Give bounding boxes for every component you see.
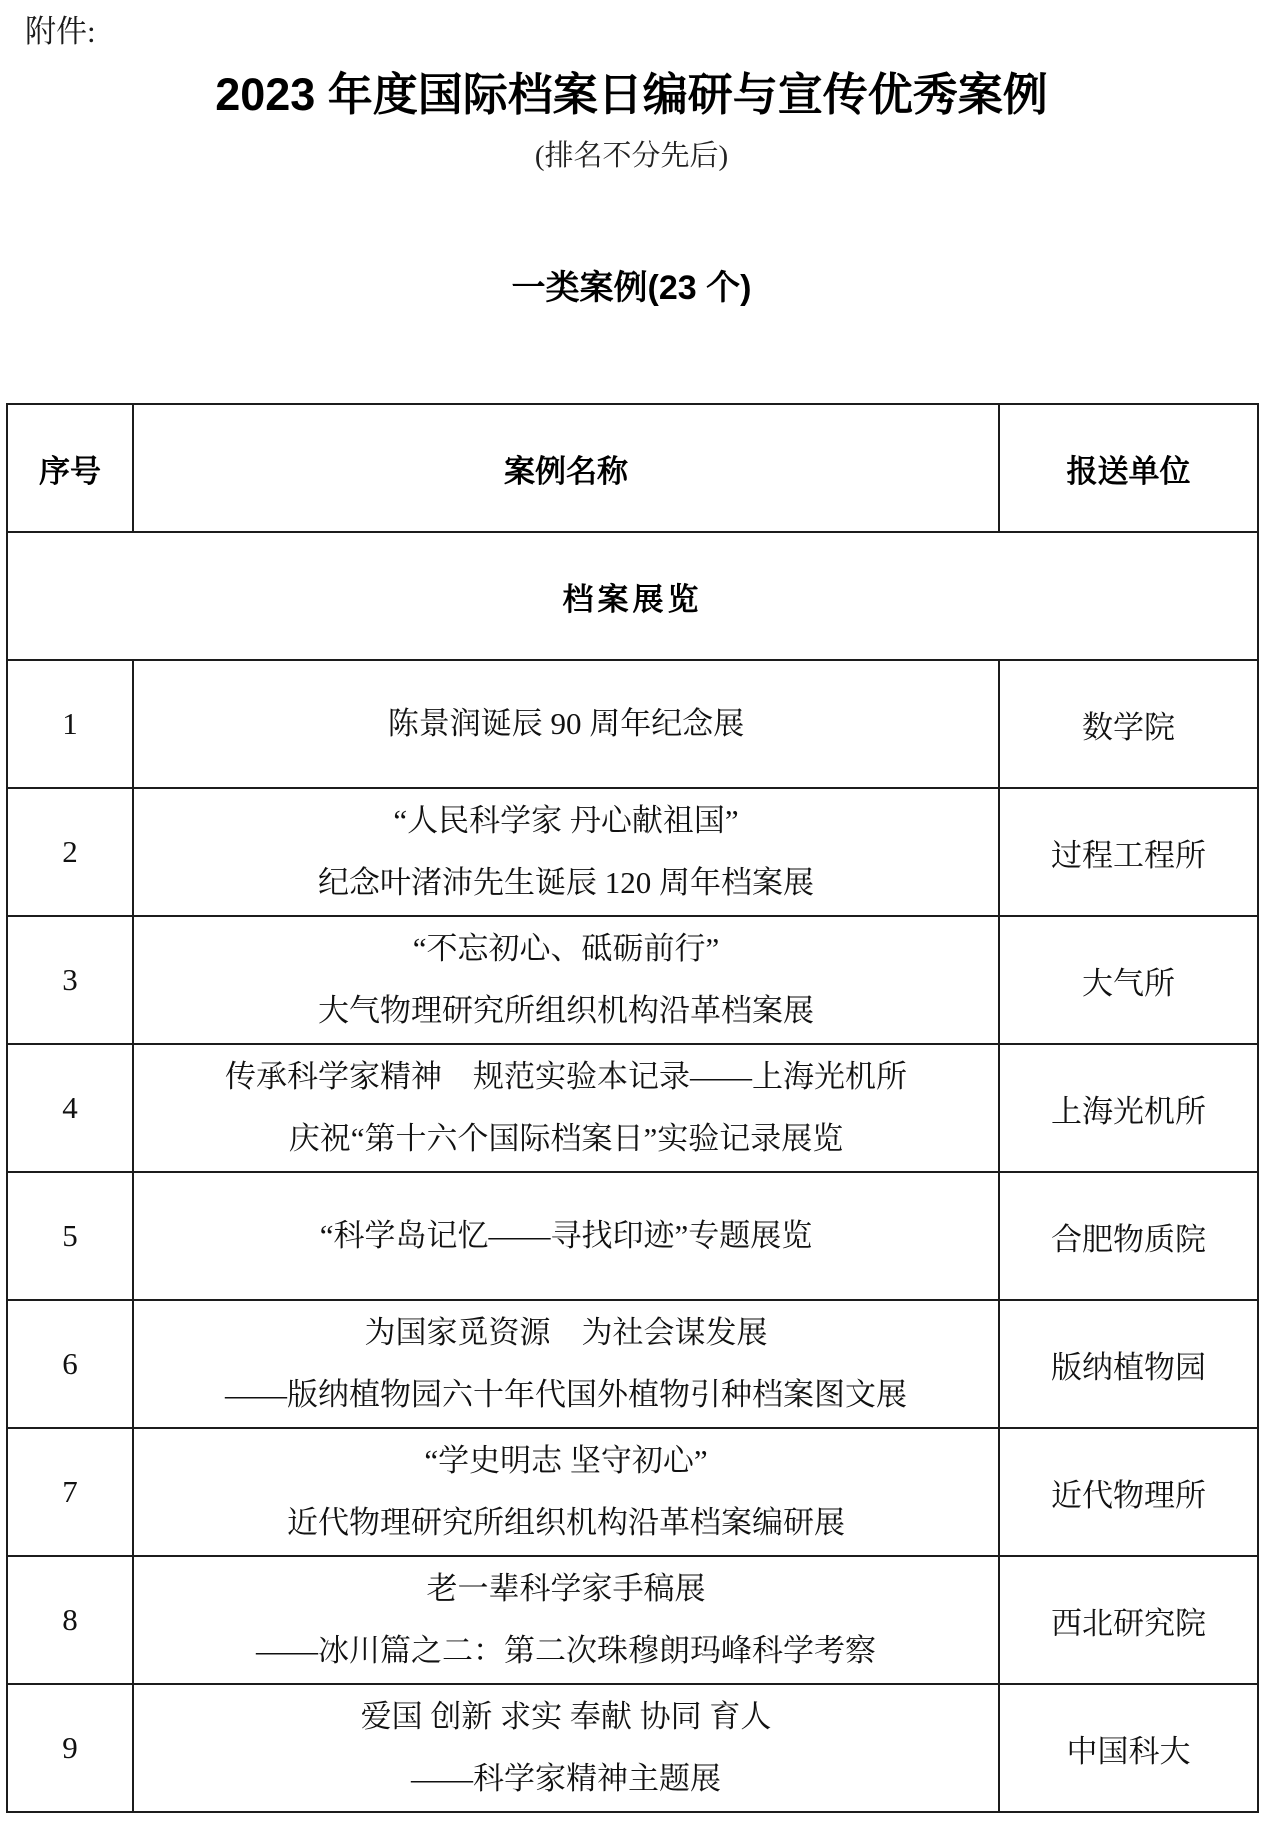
case-number: 9: [7, 1684, 133, 1812]
case-name-line: 近代物理研究所组织机构沿革档案编研展: [287, 1505, 845, 1540]
case-name: [133, 1428, 999, 1556]
table-row: [7, 1556, 1258, 1684]
col-header-name: 案例名称: [133, 404, 999, 532]
case-name: [133, 1556, 999, 1684]
table-row: [7, 788, 1258, 916]
submitting-unit: 数学院: [999, 660, 1258, 788]
case-name-line: “不忘初心、砥砺前行”: [412, 931, 720, 966]
case-number: 1: [7, 660, 133, 788]
category-label: 档案展览: [7, 532, 1258, 660]
case-name-line: ——科学家精神主题展: [411, 1761, 721, 1796]
case-number: 7: [7, 1428, 133, 1556]
submitting-unit: 近代物理所: [999, 1428, 1258, 1556]
case-name: [133, 1044, 999, 1172]
case-number: 5: [7, 1172, 133, 1300]
case-name: [133, 788, 999, 916]
case-name-line: “科学岛记忆——寻找印迹”专题展览: [319, 1218, 813, 1253]
submitting-unit: 合肥物质院: [999, 1172, 1258, 1300]
submitting-unit: 西北研究院: [999, 1556, 1258, 1684]
table-header-row: [7, 404, 1258, 532]
table-category-row: [7, 532, 1258, 660]
case-name-line: ——版纳植物园六十年代国外植物引种档案图文展: [225, 1377, 907, 1412]
case-name-line: 老一辈科学家手稿展: [426, 1571, 706, 1606]
submitting-unit: 大气所: [999, 916, 1258, 1044]
submitting-unit: 过程工程所: [999, 788, 1258, 916]
table-row: [7, 1044, 1258, 1172]
cases-table: [6, 403, 1259, 1813]
case-name-line: 大气物理研究所组织机构沿革档案展: [318, 993, 814, 1028]
case-number: 6: [7, 1300, 133, 1428]
case-name-line: ——冰川篇之二：第二次珠穆朗玛峰科学考察: [256, 1633, 876, 1668]
case-number: 3: [7, 916, 133, 1044]
case-name: [133, 916, 999, 1044]
col-header-no: 序号: [7, 404, 133, 532]
submitting-unit: 中国科大: [999, 1684, 1258, 1812]
table-row: [7, 916, 1258, 1044]
col-header-unit: 报送单位: [999, 404, 1258, 532]
section-heading: 一类案例(23 个): [511, 269, 752, 307]
case-number: 8: [7, 1556, 133, 1684]
document-title: 2023 年度国际档案日编研与宣传优秀案例: [215, 69, 1048, 120]
attachment-label: 附件:: [25, 14, 96, 49]
case-name-line: 纪念叶渚沛先生诞辰 120 周年档案展: [318, 865, 814, 900]
case-name: [133, 1300, 999, 1428]
case-name-line: 爱国 创新 求实 奉献 协同 育人: [360, 1699, 772, 1734]
case-number: 4: [7, 1044, 133, 1172]
document-subtitle: (排名不分先后): [534, 140, 729, 172]
submitting-unit: 版纳植物园: [999, 1300, 1258, 1428]
table-row: [7, 660, 1258, 788]
submitting-unit: 上海光机所: [999, 1044, 1258, 1172]
table-row: [7, 1428, 1258, 1556]
case-name-line: 传承科学家精神 规范实验本记录——上海光机所: [225, 1059, 907, 1094]
case-name-line: 为国家觅资源 为社会谋发展: [364, 1315, 768, 1350]
table-row: [7, 1300, 1258, 1428]
case-name-line: “人民科学家 丹心献祖国”: [393, 803, 739, 838]
case-name: [133, 1684, 999, 1812]
case-name-line: “学史明志 坚守初心”: [424, 1443, 708, 1478]
case-number: 2: [7, 788, 133, 916]
case-name-line: 庆祝“第十六个国际档案日”实验记录展览: [288, 1121, 844, 1156]
case-name-line: 陈景润诞辰 90 周年纪念展: [387, 706, 745, 741]
case-name: [133, 660, 999, 788]
case-name: [133, 1172, 999, 1300]
table-row: [7, 1172, 1258, 1300]
table-row: [7, 1684, 1258, 1812]
